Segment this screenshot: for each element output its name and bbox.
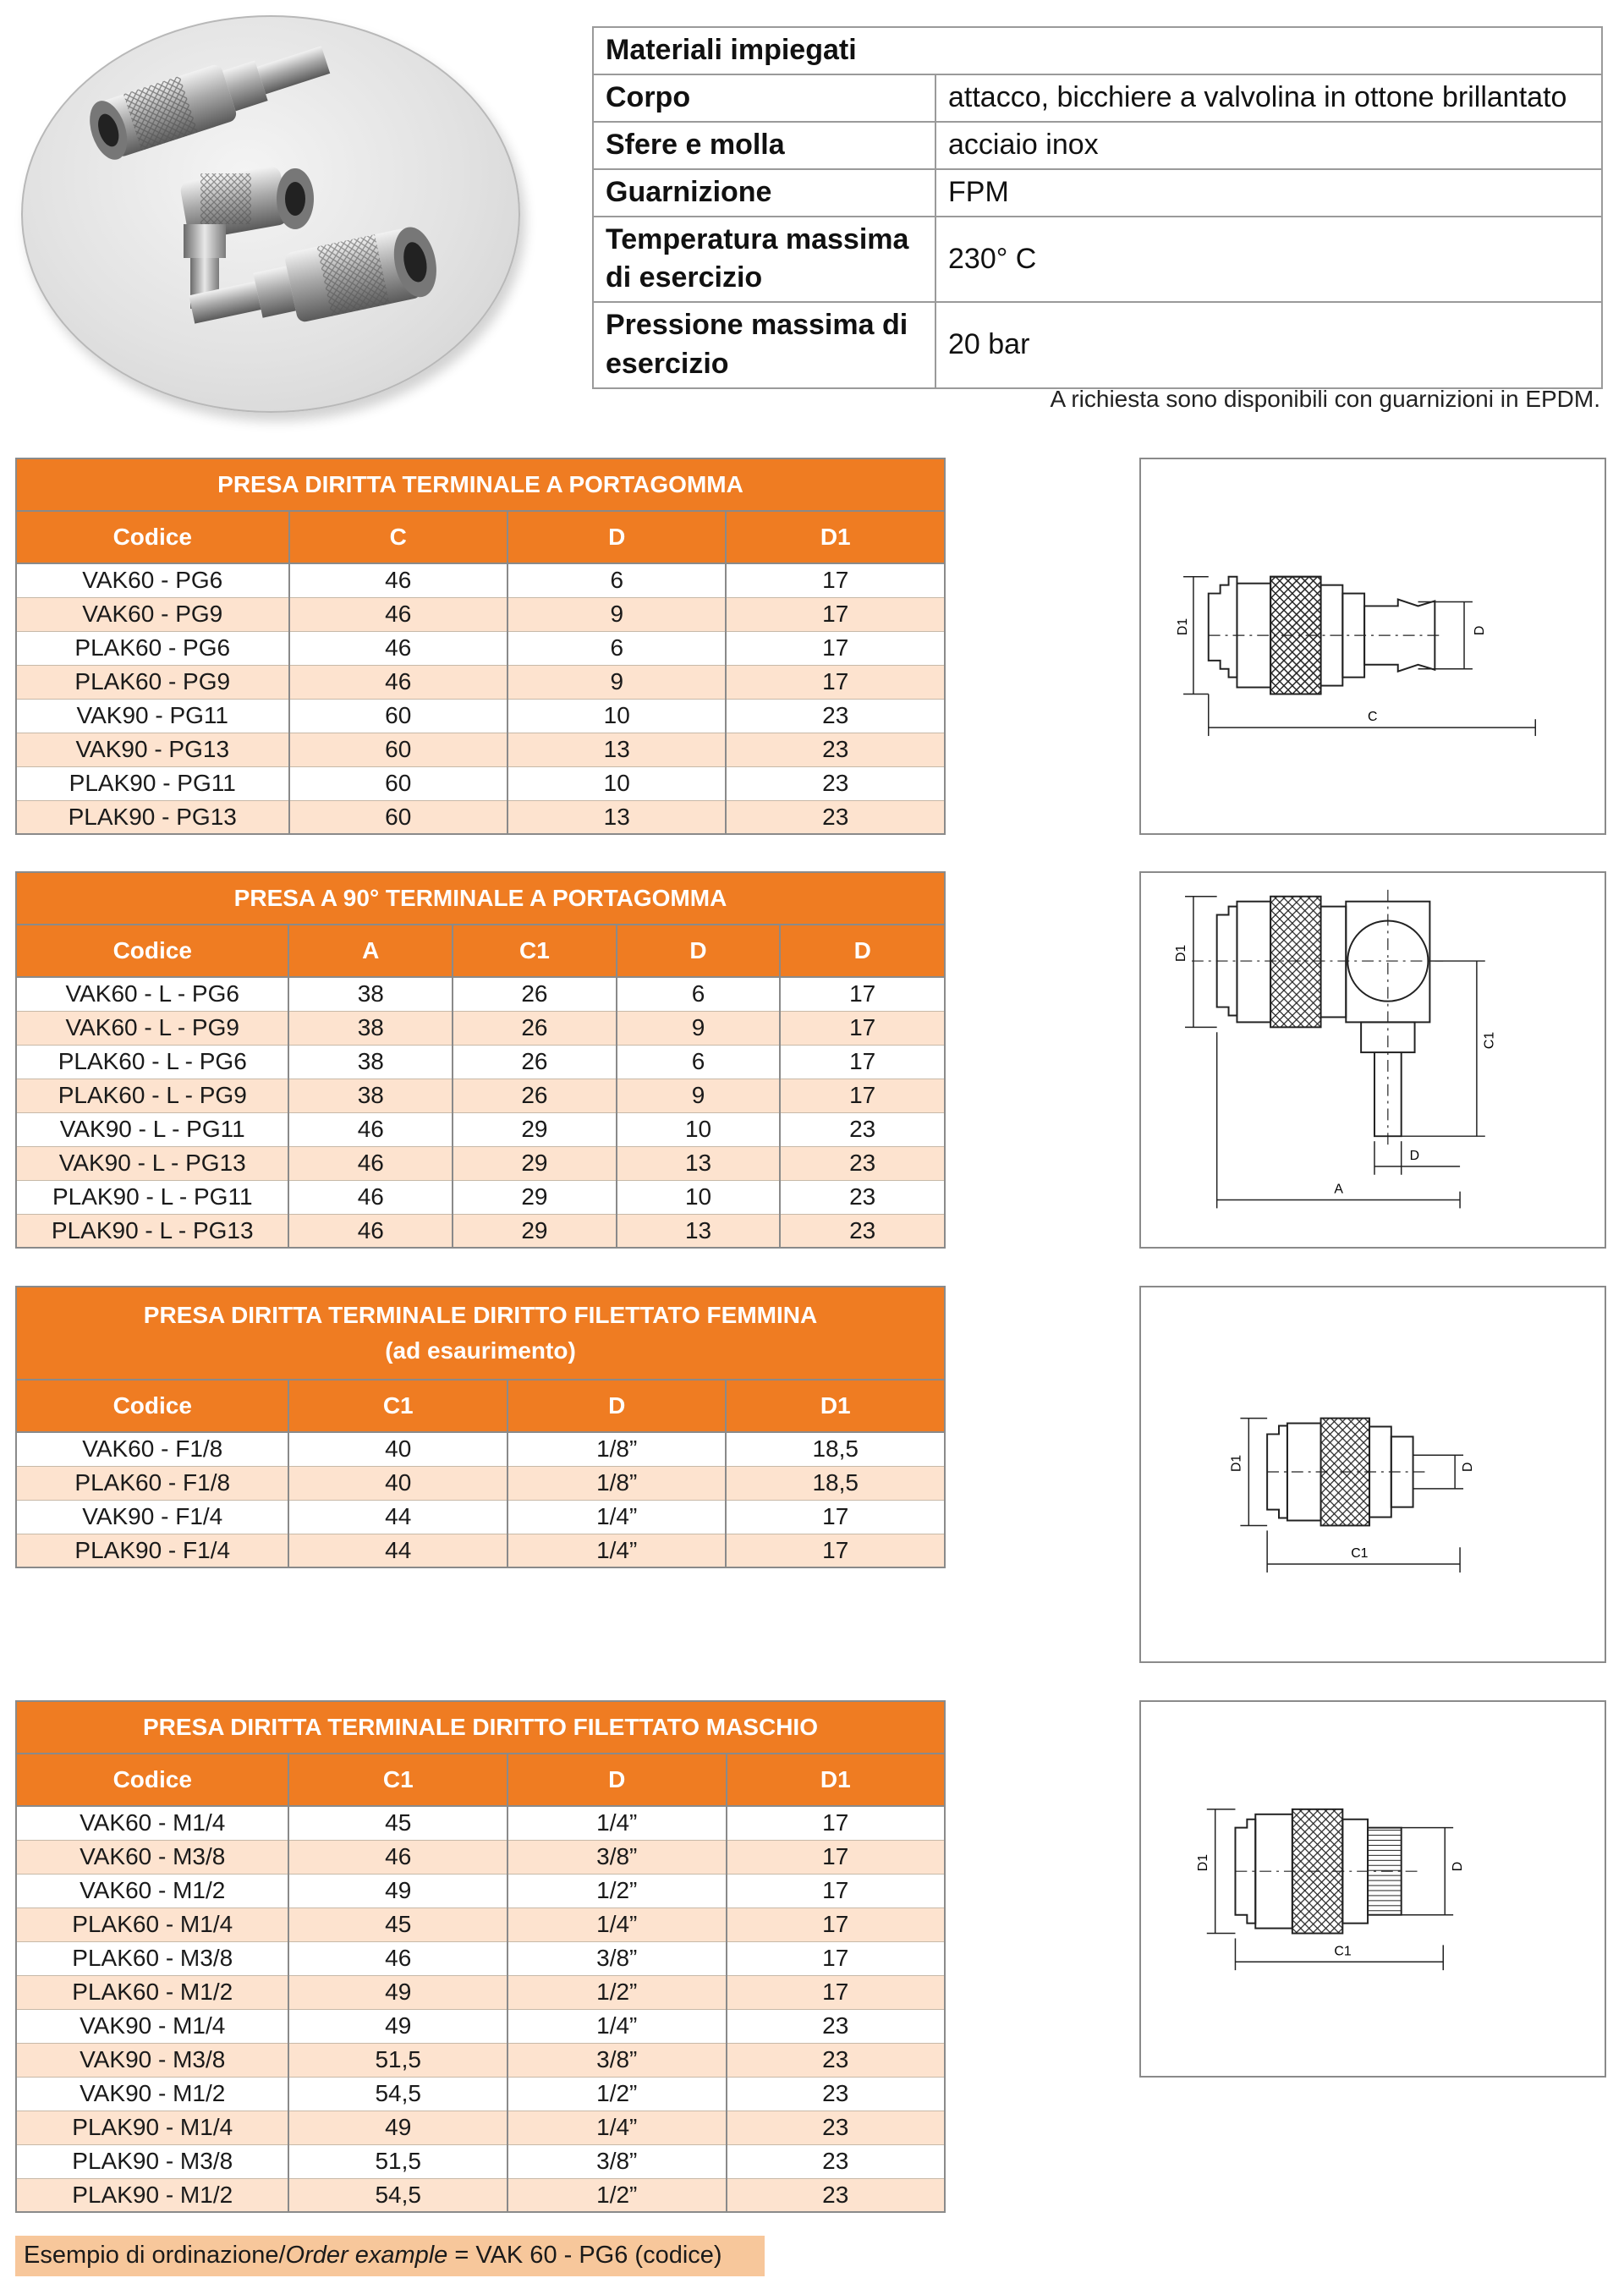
dimension-cell: 9 xyxy=(508,597,726,631)
material-value: 20 bar xyxy=(935,302,1602,388)
table-row xyxy=(16,1941,945,1975)
material-value: FPM xyxy=(935,169,1602,217)
dim-d-label: D xyxy=(1409,1148,1420,1163)
dimension-cell: 60 xyxy=(289,733,508,766)
dimension-cell: 46 xyxy=(288,1941,508,1975)
table-row xyxy=(16,1874,945,1908)
dimension-cell: 23 xyxy=(727,2111,946,2144)
table-row xyxy=(16,1840,945,1874)
table-male-thread xyxy=(15,1700,946,2213)
table-row xyxy=(16,597,945,631)
product-code-cell: VAK60 - L - PG9 xyxy=(16,1011,288,1045)
dim-d1-label: D1 xyxy=(1175,618,1190,636)
table-row xyxy=(16,1806,945,1840)
dim-c1-label: C1 xyxy=(1351,1546,1369,1562)
table-title: PRESA DIRITTA TERMINALE DIRITTO FILETTATO MASCHIO xyxy=(16,1701,945,1754)
table-row xyxy=(16,1432,945,1466)
order-example-prefix: Esempio di ordinazione/ xyxy=(24,2242,286,2269)
table-female-thread xyxy=(15,1286,946,1568)
dim-d1-label: D1 xyxy=(1195,1853,1210,1872)
dimension-cell: 23 xyxy=(727,2043,946,2077)
dimension-cell: 60 xyxy=(289,800,508,834)
dim-c1-label: C1 xyxy=(1482,1031,1497,1050)
technical-drawing xyxy=(1141,1287,1605,1661)
material-value: acciaio inox xyxy=(935,122,1602,169)
dimension-cell: 26 xyxy=(453,1079,617,1112)
dimension-cell: 26 xyxy=(453,1045,617,1079)
dimension-cell: 1/2” xyxy=(508,1975,727,2009)
column-header: C1 xyxy=(288,1754,508,1806)
column-header: A xyxy=(288,925,453,977)
product-code-cell: PLAK60 - L - PG6 xyxy=(16,1045,288,1079)
table-row xyxy=(16,563,945,597)
dimension-cell: 17 xyxy=(726,1534,945,1567)
product-code-cell: PLAK90 - F1/4 xyxy=(16,1534,288,1567)
dimension-cell: 23 xyxy=(727,2178,946,2212)
product-code-cell: VAK90 - L - PG11 xyxy=(16,1112,288,1146)
dimension-cell: 1/8” xyxy=(508,1466,727,1500)
dimension-cell: 13 xyxy=(508,733,726,766)
dimension-cell: 60 xyxy=(289,766,508,800)
table-title-cell xyxy=(16,1287,945,1380)
column-header: C xyxy=(289,511,508,563)
product-code-cell: PLAK90 - PG13 xyxy=(16,800,289,834)
dimension-cell: 49 xyxy=(288,1975,508,2009)
technical-drawing xyxy=(1141,459,1605,833)
product-code-cell: VAK90 - PG13 xyxy=(16,733,289,766)
dimension-cell: 1/4” xyxy=(508,1806,727,1840)
product-code-cell: VAK90 - M3/8 xyxy=(16,2043,288,2077)
table-elbow-hose xyxy=(15,871,946,1249)
dim-d1-label: D1 xyxy=(1174,944,1189,963)
dimension-cell: 46 xyxy=(288,1840,508,1874)
dim-d1-label: D1 xyxy=(1229,1454,1244,1473)
dimension-cell: 13 xyxy=(617,1214,781,1248)
material-label: Temperatura massima di esercizio xyxy=(593,217,935,303)
dimension-cell: 23 xyxy=(727,2144,946,2178)
dimension-cell: 18,5 xyxy=(726,1432,945,1466)
product-code-cell: PLAK60 - L - PG9 xyxy=(16,1079,288,1112)
table-row xyxy=(16,1500,945,1534)
dim-d-label: D xyxy=(1460,1462,1475,1473)
table-header-row xyxy=(16,925,945,977)
dimension-cell: 13 xyxy=(617,1146,781,1180)
dimension-cell: 1/8” xyxy=(508,1432,727,1466)
table-row xyxy=(16,800,945,834)
material-label: Pressione massima di esercizio xyxy=(593,302,935,388)
dimension-cell: 1/4” xyxy=(508,1534,727,1567)
dimension-cell: 26 xyxy=(453,1011,617,1045)
dimension-cell: 38 xyxy=(288,1045,453,1079)
dimension-cell: 17 xyxy=(726,563,945,597)
product-code-cell: VAK60 - L - PG6 xyxy=(16,977,288,1011)
dimension-cell: 17 xyxy=(727,1941,946,1975)
dimension-cell: 46 xyxy=(288,1180,453,1214)
dimension-cell: 46 xyxy=(289,665,508,699)
table-row xyxy=(16,2043,945,2077)
dimension-cell: 10 xyxy=(617,1180,781,1214)
table-row xyxy=(16,1466,945,1500)
dimension-cell: 23 xyxy=(727,2009,946,2043)
product-code-cell: VAK60 - PG9 xyxy=(16,597,289,631)
dimension-cell: 3/8” xyxy=(508,2043,727,2077)
dimension-cell: 9 xyxy=(617,1079,781,1112)
table-header-row xyxy=(16,511,945,563)
product-code-cell: PLAK60 - M3/8 xyxy=(16,1941,288,1975)
dimension-cell: 44 xyxy=(288,1500,507,1534)
dimension-cell: 17 xyxy=(726,597,945,631)
dimension-cell: 18,5 xyxy=(726,1466,945,1500)
dimension-cell: 44 xyxy=(288,1534,507,1567)
dimension-cell: 10 xyxy=(508,766,726,800)
product-code-cell: VAK90 - M1/4 xyxy=(16,2009,288,2043)
dim-a-label: A xyxy=(1334,1182,1343,1197)
table-row xyxy=(16,1534,945,1567)
drawing-male-thread xyxy=(1139,1700,1606,2078)
dimension-cell: 23 xyxy=(780,1112,945,1146)
dimension-cell: 23 xyxy=(726,699,945,733)
dimension-cell: 6 xyxy=(508,631,726,665)
technical-drawing xyxy=(1141,1702,1605,2076)
table-row xyxy=(16,977,945,1011)
dimension-cell: 1/4” xyxy=(508,2009,727,2043)
table-row xyxy=(16,733,945,766)
dimension-cell: 29 xyxy=(453,1112,617,1146)
dimension-cell: 10 xyxy=(617,1112,781,1146)
dimension-cell: 1/2” xyxy=(508,2077,727,2111)
table-row xyxy=(16,631,945,665)
dimension-cell: 46 xyxy=(289,563,508,597)
table-title: PRESA DIRITTA TERMINALE DIRITTO FILETTATO FEMMINA xyxy=(143,1302,818,1328)
table-row xyxy=(16,1214,945,1248)
column-header: Codice xyxy=(16,511,289,563)
dimension-cell: 26 xyxy=(453,977,617,1011)
product-code-cell: VAK90 - L - PG13 xyxy=(16,1146,288,1180)
order-example xyxy=(15,2236,765,2276)
dimension-cell: 3/8” xyxy=(508,2144,727,2178)
table-row xyxy=(16,1146,945,1180)
table-header-row xyxy=(16,1380,945,1432)
drawing-female-thread xyxy=(1139,1286,1606,1663)
dimension-cell: 13 xyxy=(508,800,726,834)
dimension-cell: 38 xyxy=(288,1011,453,1045)
product-code-cell: PLAK90 - L - PG13 xyxy=(16,1214,288,1248)
dimension-cell: 9 xyxy=(508,665,726,699)
dimension-cell: 38 xyxy=(288,977,453,1011)
table-row xyxy=(16,1180,945,1214)
quick-couplings-image xyxy=(23,17,522,414)
dim-d-label: D xyxy=(1472,625,1487,636)
material-value: 230° C xyxy=(935,217,1602,303)
material-label: Corpo xyxy=(593,74,935,122)
column-header: C1 xyxy=(453,925,617,977)
product-code-cell: VAK60 - PG6 xyxy=(16,563,289,597)
product-code-cell: PLAK90 - PG11 xyxy=(16,766,289,800)
dimension-cell: 17 xyxy=(726,631,945,665)
table-title: PRESA A 90° TERMINALE A PORTAGOMMA xyxy=(16,872,945,925)
dimension-cell: 49 xyxy=(288,2111,508,2144)
dimension-cell: 51,5 xyxy=(288,2144,508,2178)
drawing-elbow-hose xyxy=(1139,871,1606,1249)
product-photo xyxy=(21,15,520,413)
product-code-cell: VAK90 - M1/2 xyxy=(16,2077,288,2111)
material-label: Guarnizione xyxy=(593,169,935,217)
column-header: D1 xyxy=(726,1380,945,1432)
product-code-cell: PLAK60 - M1/2 xyxy=(16,1975,288,2009)
table-row xyxy=(16,2178,945,2212)
materials-header: Materiali impiegati xyxy=(593,27,1602,74)
column-header: D xyxy=(780,925,945,977)
dimension-cell: 17 xyxy=(780,1079,945,1112)
dimension-cell: 23 xyxy=(726,766,945,800)
dimension-cell: 3/8” xyxy=(508,1840,727,1874)
table-title: PRESA DIRITTA TERMINALE A PORTAGOMMA xyxy=(16,458,945,511)
table-row xyxy=(16,2144,945,2178)
technical-drawing xyxy=(1141,873,1605,1247)
dimension-cell: 40 xyxy=(288,1466,507,1500)
dimension-cell: 54,5 xyxy=(288,2077,508,2111)
dimension-cell: 23 xyxy=(780,1180,945,1214)
dimension-cell: 17 xyxy=(726,665,945,699)
dimension-cell: 29 xyxy=(453,1214,617,1248)
dimension-cell: 46 xyxy=(288,1146,453,1180)
dimension-cell: 1/2” xyxy=(508,2178,727,2212)
product-code-cell: PLAK60 - F1/8 xyxy=(16,1466,288,1500)
product-code-cell: VAK90 - PG11 xyxy=(16,699,289,733)
column-header: D xyxy=(508,1380,727,1432)
dimension-cell: 45 xyxy=(288,1806,508,1840)
column-header: Codice xyxy=(16,1380,288,1432)
product-code-cell: PLAK90 - L - PG11 xyxy=(16,1180,288,1214)
epdm-note: A richiesta sono disponibili con guarnizioni in EPDM. xyxy=(1050,386,1600,412)
table-straight-hose xyxy=(15,458,946,835)
table-row xyxy=(16,1975,945,2009)
table-row xyxy=(16,1908,945,1941)
dim-d-label: D xyxy=(1451,1861,1466,1872)
table-subtitle: (ad esaurimento) xyxy=(385,1337,576,1364)
dimension-cell: 46 xyxy=(288,1112,453,1146)
dimension-cell: 46 xyxy=(289,597,508,631)
dimension-cell: 29 xyxy=(453,1146,617,1180)
dimension-cell: 49 xyxy=(288,2009,508,2043)
table-header-row xyxy=(16,1754,945,1806)
dimension-cell: 23 xyxy=(726,733,945,766)
table-row xyxy=(16,2077,945,2111)
dimension-cell: 6 xyxy=(508,563,726,597)
order-example-suffix: = VAK 60 - PG6 (codice) xyxy=(447,2242,722,2269)
column-header: D1 xyxy=(727,1754,946,1806)
dimension-cell: 6 xyxy=(617,977,781,1011)
product-code-cell: PLAK90 - M1/4 xyxy=(16,2111,288,2144)
dimension-cell: 17 xyxy=(727,1908,946,1941)
product-code-cell: PLAK60 - M1/4 xyxy=(16,1908,288,1941)
product-code-cell: VAK60 - M1/2 xyxy=(16,1874,288,1908)
dimension-cell: 23 xyxy=(727,2077,946,2111)
column-header: Codice xyxy=(16,1754,288,1806)
materials-table xyxy=(592,26,1603,389)
dimension-cell: 9 xyxy=(617,1011,781,1045)
dimension-cell: 23 xyxy=(726,800,945,834)
dimension-cell: 6 xyxy=(617,1045,781,1079)
drawing-straight-hose xyxy=(1139,458,1606,835)
table-row xyxy=(16,1045,945,1079)
product-code-cell: VAK90 - F1/4 xyxy=(16,1500,288,1534)
table-row xyxy=(16,2009,945,2043)
column-header: D xyxy=(508,511,726,563)
table-row xyxy=(16,699,945,733)
dimension-cell: 10 xyxy=(508,699,726,733)
dimension-cell: 54,5 xyxy=(288,2178,508,2212)
table-row xyxy=(16,1112,945,1146)
dimension-cell: 3/8” xyxy=(508,1941,727,1975)
table-row xyxy=(16,2111,945,2144)
table-row xyxy=(16,766,945,800)
dim-c1-label: C1 xyxy=(1334,1944,1352,1959)
product-code-cell: PLAK90 - M3/8 xyxy=(16,2144,288,2178)
dimension-cell: 17 xyxy=(726,1500,945,1534)
column-header: D1 xyxy=(726,511,945,563)
dimension-cell: 45 xyxy=(288,1908,508,1941)
table-row xyxy=(16,1079,945,1112)
column-header: Codice xyxy=(16,925,288,977)
dimension-cell: 51,5 xyxy=(288,2043,508,2077)
dimension-cell: 23 xyxy=(780,1214,945,1248)
column-header: D xyxy=(617,925,781,977)
product-code-cell: VAK60 - M1/4 xyxy=(16,1806,288,1840)
product-code-cell: VAK60 - F1/8 xyxy=(16,1432,288,1466)
product-code-cell: VAK60 - M3/8 xyxy=(16,1840,288,1874)
product-code-cell: PLAK90 - M1/2 xyxy=(16,2178,288,2212)
dimension-cell: 29 xyxy=(453,1180,617,1214)
dimension-cell: 1/2” xyxy=(508,1874,727,1908)
dimension-cell: 60 xyxy=(289,699,508,733)
order-example-italic: Order example xyxy=(285,2242,448,2269)
dimension-cell: 46 xyxy=(288,1214,453,1248)
column-header: D xyxy=(508,1754,727,1806)
dimension-cell: 17 xyxy=(780,1045,945,1079)
dimension-cell: 1/4” xyxy=(508,1908,727,1941)
material-label: Sfere e molla xyxy=(593,122,935,169)
dimension-cell: 1/4” xyxy=(508,2111,727,2144)
dimension-cell: 17 xyxy=(727,1874,946,1908)
dimension-cell: 17 xyxy=(780,977,945,1011)
column-header: C1 xyxy=(288,1380,507,1432)
dimension-cell: 38 xyxy=(288,1079,453,1112)
dimension-cell: 23 xyxy=(780,1146,945,1180)
dimension-cell: 1/4” xyxy=(508,1500,727,1534)
dimension-cell: 17 xyxy=(727,1840,946,1874)
material-value: attacco, bicchiere a valvolina in ottone brillantato xyxy=(935,74,1602,122)
dimension-cell: 46 xyxy=(289,631,508,665)
dimension-cell: 17 xyxy=(727,1975,946,2009)
product-code-cell: PLAK60 - PG6 xyxy=(16,631,289,665)
dimension-cell: 49 xyxy=(288,1874,508,1908)
table-row xyxy=(16,665,945,699)
table-row xyxy=(16,1011,945,1045)
product-code-cell: PLAK60 - PG9 xyxy=(16,665,289,699)
dim-c-label: C xyxy=(1368,710,1378,725)
dimension-cell: 17 xyxy=(727,1806,946,1840)
dimension-cell: 40 xyxy=(288,1432,507,1466)
dimension-cell: 17 xyxy=(780,1011,945,1045)
